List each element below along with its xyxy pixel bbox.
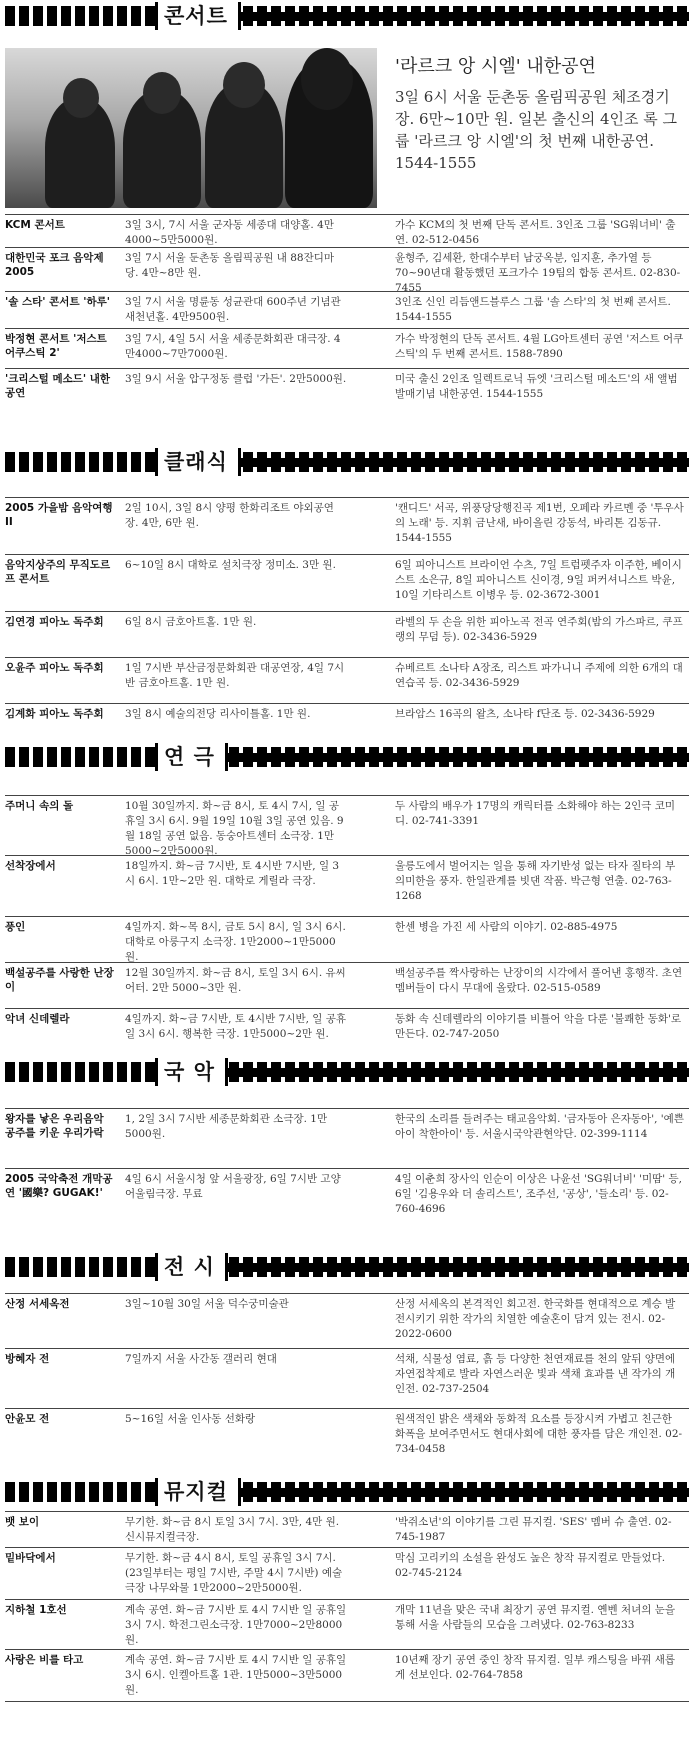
listing-row	[5, 1348, 689, 1409]
event-description: 산정 서세옥의 본격적인 회고전. 한국화를 현대적으로 계승 발전시키기 위한 작가의 치열한 예술혼이 담겨 있는 전시. 02-2022-0600	[395, 1298, 676, 1340]
section-header-theater	[5, 743, 689, 771]
event-name: '크리스털 메소드' 내한공연	[5, 373, 111, 399]
section-title: 국 악	[155, 1058, 228, 1086]
listing-row	[5, 611, 689, 658]
event-schedule: 무기한. 화~금 8시 토일 3시 7시. 3만, 4만 원. 신시뮤지컬극장.	[125, 1516, 340, 1543]
event-description: 가수 박정현의 단독 콘서트. 4월 LG아트센터 공연 '저스트 어쿠스틱'의 두 번째 콘서트. 1588-7890	[395, 333, 684, 360]
event-description: 개막 11년을 맞은 국내 최장기 공연 뮤지컬. 옌벤 처녀의 눈을 통해 서울 사람들의 모습을 그려냈다. 02-763-8233	[395, 1604, 676, 1631]
section-header-exhibition	[5, 1253, 689, 1281]
event-description: 4일 이춘희 장사익 인순이 이상은 나윤선 'SG워너비' '미땀' 등, 6일 '김용우와 더 솔리스트', 조주선, '공상', '들소리' 등. 02-760-4696	[395, 1173, 682, 1215]
event-name: 지하철 1호선	[5, 1604, 67, 1616]
header-bar	[155, 1263, 689, 1272]
event-schedule: 무기한. 화~금 4시 8시, 토일 공휴일 3시 7시. (23일부터는 평일 7시반, 주말 4시 7시반) 예술극장 나무와물 1만2000~2만5000원.	[125, 1552, 343, 1594]
listing-row	[5, 1599, 689, 1650]
section-title: 연 극	[155, 743, 228, 771]
section-title: 콘서트	[155, 2, 241, 30]
header-bar	[155, 753, 689, 762]
event-schedule: 3일 7시 서울 둔촌동 올림픽공원 내 88잔디마당. 4만~8만 원.	[125, 252, 335, 279]
event-schedule: 3일 8시 예술의전당 리사이틀홀. 1만 원.	[125, 708, 311, 720]
event-name: 오윤주 피아노 독주회	[5, 662, 104, 674]
listing-row	[5, 368, 689, 411]
band-photo	[5, 48, 377, 208]
listing-row	[5, 1008, 689, 1059]
header-bar	[155, 1068, 689, 1077]
event-name: 2005 국악축전 개막공연 '國樂? GUGAK!'	[5, 1173, 113, 1199]
event-schedule: 4일까지. 화~금 7시반, 토 4시반 7시반, 일 공휴일 3시 6시. 행복한 극장. 1만5000~2만 원.	[125, 1013, 347, 1040]
event-name: 김연경 피아노 독주회	[5, 616, 104, 628]
event-name: 박정현 콘서트 '저스트 어쿠스틱 2'	[5, 333, 107, 359]
featured-title: '라르크 앙 시엘' 내한공연	[395, 56, 596, 77]
featured-concert	[5, 44, 689, 212]
event-description: 가수 KCM의 첫 번째 단독 콘서트. 3인조 그룹 'SG워너비' 출연. 02-512-0456	[395, 219, 676, 246]
event-description: '캔디드' 서곡, 위풍당당행진곡 제1번, 오페라 카르멘 중 '투우사의 노래' 등. 지휘 금난새, 바이올린 강동석, 바리톤 김동규. 1544-1555	[395, 502, 684, 544]
event-schedule: 계속 공연. 화~금 7시반 토 4시 7시반 일 공휴일 3시 7시. 학전그린소극장. 1만7000~2만8000원.	[125, 1604, 347, 1646]
listing-row	[5, 291, 689, 329]
event-schedule: 2일 10시, 3일 8시 양평 한화리조트 야외공연장. 4만, 6만 원.	[125, 502, 334, 529]
event-description: 동화 속 신데렐라의 이야기를 비틀어 악을 다룬 '불쾌한 동화'로 만든다. 02-747-2050	[395, 1013, 682, 1040]
section-title: 전 시	[155, 1253, 228, 1281]
event-description: 백설공주를 짝사랑하는 난장이의 시각에서 풀어낸 홍행작. 초연 멤버들이 다시 무대에 올랐다. 02-515-0589	[395, 967, 683, 994]
event-name: 음악지상주의 무직도르프 콘서트	[5, 559, 111, 585]
event-schedule: 4일까지. 화~목 8시, 금토 5시 8시, 일 3시 6시. 대학로 아룽구지 소극장. 1만2000~1만5000원.	[125, 921, 346, 963]
featured-body: 3일 6시 서울 둔촌동 올림픽공원 체조경기장. 6만~10만 원. 일본 출신의 4인조 록 그룹 '라르크 앙 시엘'의 첫 번째 내한공연. 1544-1555	[395, 88, 678, 172]
event-name: 뱃 보이	[5, 1516, 40, 1528]
event-schedule: 1일 7시반 부산금정문화회관 대공연장, 4일 7시반 금호아트홀. 1만 원.	[125, 662, 345, 689]
listing-row	[5, 703, 689, 744]
event-name: 대한민국 포크 음악제 2005	[5, 252, 104, 278]
event-schedule: 3일~10월 30일 서울 덕수궁미술관	[125, 1298, 289, 1310]
event-name: 주머니 속의 돌	[5, 800, 74, 812]
listing-row	[5, 795, 689, 856]
listing-row	[5, 916, 689, 963]
event-schedule: 6~10일 8시 대학로 설치극장 정미소. 3만 원.	[125, 559, 336, 571]
bottom-rule	[5, 1701, 689, 1702]
event-name: 풍인	[5, 921, 26, 933]
event-description: 6일 피아니스트 브라이언 수츠, 7일 트럼펫주자 이주한, 베이시스트 소은규, 8일 피아니스트 신이경, 9일 퍼커셔니스트 박윤, 10일 기타리스트 이병우 등. 02-3672-3001	[395, 559, 682, 601]
event-schedule: 10월 30일까지. 화~금 8시, 토 4시 7시, 일 공휴일 3시 6시. 9월 19일 10월 3일 공연 있음. 9월 18일 공연 없음. 동숭아트센터 소극장. 1만5000~2만5000원.	[125, 800, 344, 857]
event-description: 라벨의 두 손을 위한 피아노곡 전곡 연주회(밤의 가스파르, 쿠프랭의 무덤 등). 02-3436-5929	[395, 616, 683, 643]
event-schedule: 계속 공연. 화~금 7시반 토 4시 7시반 일 공휴일 3시 6시. 인켈아트홀 1관. 1만5000~3만5000원.	[125, 1654, 347, 1696]
listing-row	[5, 962, 689, 1009]
event-schedule: 5~16일 서울 인사동 선화랑	[125, 1413, 256, 1425]
event-name: 안윤모 전	[5, 1413, 50, 1425]
event-schedule: 3일 3시, 7시 서울 군자동 세종대 대양홀. 4만 4000~5만5000원.	[125, 219, 334, 246]
event-name: 산정 서세옥전	[5, 1298, 70, 1310]
event-description: 두 사람의 배우가 17명의 캐릭터를 소화해야 하는 2인극 코미디. 02-741-3391	[395, 800, 676, 827]
event-description: 울릉도에서 벌어지는 일을 통해 자기반성 없는 타자 질타의 부의미한을 풍자. 한일관계를 빗댄 작품. 박근형 연출. 02-763-1268	[395, 860, 676, 902]
event-name: 선착장에서	[5, 860, 56, 872]
listing-row	[5, 328, 689, 369]
event-name: 2005 가을밤 음악여행II	[5, 502, 113, 528]
section-header-concert	[5, 2, 689, 30]
listing-row	[5, 1511, 689, 1548]
listing-row	[5, 554, 689, 612]
event-name: 백설공주를 사랑한 난장이	[5, 967, 114, 993]
event-name: 왕자를 낳은 우리음악 공주를 키운 우리가락	[5, 1113, 104, 1139]
listing-row	[5, 497, 689, 555]
event-description: 10년째 장기 공연 중인 창작 뮤지컬. 일부 캐스팅을 바꿔 새롭게 선보인다. 02-764-7858	[395, 1654, 676, 1681]
event-name: '솔 스타' 콘서트 '하루'	[5, 296, 110, 308]
event-description: 슈베르트 소나타 A장조, 리스트 파가니니 주제에 의한 6개의 대연습곡 등. 02-3436-5929	[395, 662, 683, 689]
event-name: 방혜자 전	[5, 1353, 50, 1365]
listing-row	[5, 1293, 689, 1349]
event-name: 김계화 피아노 독주회	[5, 708, 104, 720]
listing-row	[5, 1547, 689, 1600]
section-title: 클래식	[155, 448, 241, 476]
event-description: 윤형주, 김세환, 한대수부터 남궁옥분, 임지훈, 추가열 등 70~90년대 활동했던 포크가수 19팀의 합동 콘서트. 02-830-7455	[395, 252, 681, 294]
photo-figure	[143, 72, 181, 114]
section-title: 뮤지컬	[155, 1478, 241, 1506]
event-schedule: 4일 6시 서울시청 앞 서울광장, 6일 7시반 고양 어울림극장. 무료	[125, 1173, 341, 1200]
listing-row	[5, 1108, 689, 1169]
event-schedule: 3일 7시, 4일 5시 서울 세종문화회관 대극장. 4만4000~7만7000원.	[125, 333, 341, 360]
event-schedule: 3일 7시 서울 명륜동 성균관대 600주년 기념관 새천년홀. 4만9500원.	[125, 296, 341, 323]
listing-row	[5, 214, 689, 248]
event-description: 막심 고리키의 소설을 완성도 높은 창작 뮤지컬로 만들었다. 02-745-2124	[395, 1552, 666, 1579]
event-schedule: 12월 30일까지. 화~금 8시, 토일 3시 6시. 유씨어터. 2만 5000~3만 원.	[125, 967, 346, 994]
event-schedule: 7일까지 서울 사간동 갤러리 현대	[125, 1353, 277, 1365]
event-name: KCM 콘서트	[5, 219, 65, 231]
listing-row	[5, 247, 689, 292]
event-schedule: 6일 8시 금호아트홀. 1만 원.	[125, 616, 257, 628]
event-description: 브라암스 16곡의 왈츠, 소나타 f단조 등. 02-3436-5929	[395, 708, 655, 720]
event-description: 미국 출신 2인조 일렉트로닉 듀엣 '크리스털 메소드'의 새 앨범 발매기념 내한공연. 1544-1555	[395, 373, 678, 400]
event-name: 사랑은 비를 타고	[5, 1654, 84, 1666]
event-description: 3인조 신인 리듬앤드블루스 그룹 '솔 스타'의 첫 번째 콘서트. 1544-1555	[395, 296, 671, 323]
event-schedule: 1, 2일 3시 7시반 세종문화회관 소극장. 1만5000원.	[125, 1113, 328, 1140]
section-header-musical	[5, 1478, 689, 1506]
photo-figure	[223, 62, 265, 108]
photo-figure	[301, 48, 353, 110]
listing-row	[5, 1408, 689, 1476]
event-schedule: 18일까지. 화~금 7시반, 토 4시반 7시반, 일 3시 6시. 1만~2만 원. 대학로 게릴라 극장.	[125, 860, 340, 887]
section-header-classical	[5, 448, 689, 476]
event-schedule: 3일 9시 서울 압구정동 클럽 '가든'. 2만5000원.	[125, 373, 347, 385]
event-name: 밑바닥에서	[5, 1552, 56, 1564]
event-description: '박쥐소년'의 이야기를 그린 뮤지컬. 'SES' 멤버 슈 출연. 02-745-1987	[395, 1516, 672, 1543]
section-header-gugak	[5, 1058, 689, 1086]
listing-row	[5, 855, 689, 917]
photo-figure	[63, 78, 99, 118]
event-description: 석채, 식물성 염료, 흙 등 다양한 천연재료를 천의 앞뒤 양면에 자연접착제로 발라 자연스러운 빛과 색채 효과를 낸 작가의 개인전. 02-737-2504	[395, 1353, 676, 1395]
event-description: 원색적인 밝은 색채와 동화적 요소를 등장시켜 가볍고 친근한 화폭을 보여주면서도 현대사회에 대한 풍자를 담은 개인전. 02-734-0458	[395, 1413, 683, 1455]
listing-row	[5, 657, 689, 704]
event-description: 한국의 소리를 들려주는 태교음악회. '금자동아 은자동아', '예쁜아이 착한아이' 등. 서울시국악관현악단. 02-399-1114	[395, 1113, 684, 1140]
event-description: 한센 병을 가진 세 사람의 이야기. 02-885-4975	[395, 921, 618, 933]
listing-row	[5, 1649, 689, 1702]
listing-row	[5, 1168, 689, 1254]
event-name: 악녀 신데렐라	[5, 1013, 70, 1025]
